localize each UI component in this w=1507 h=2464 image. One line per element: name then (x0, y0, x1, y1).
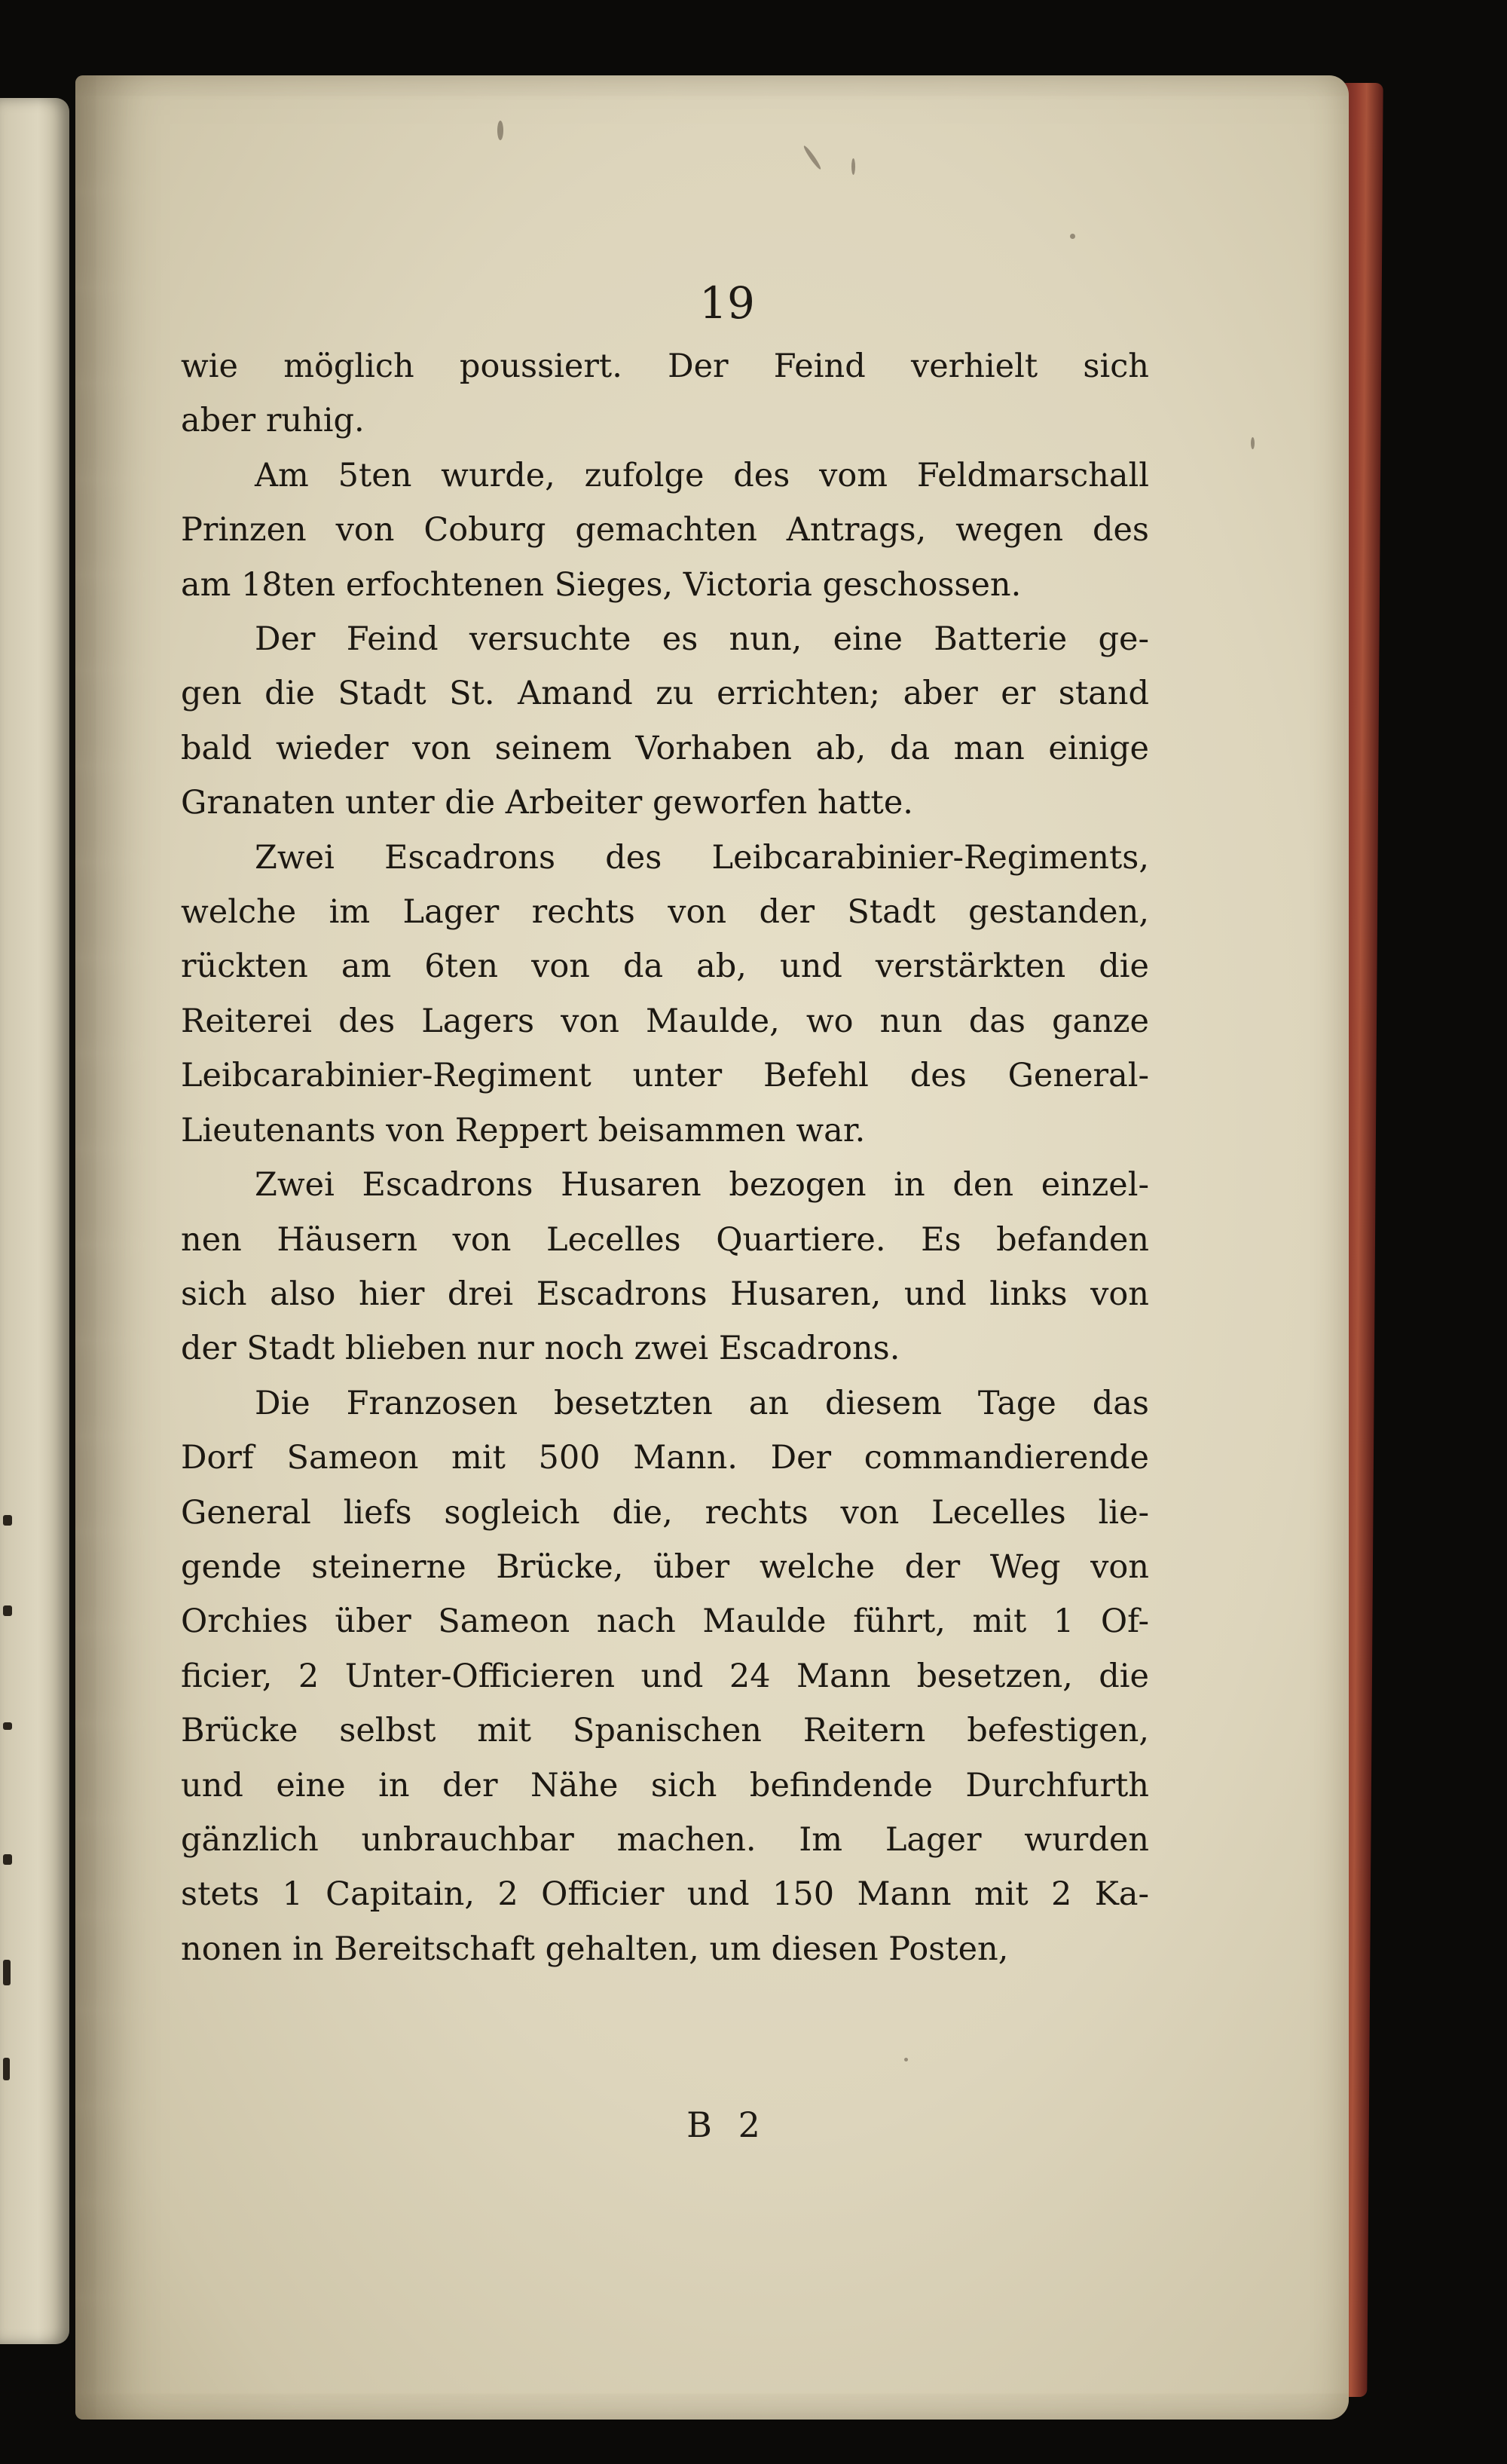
text-line: Dorf Sameon mit 500 Mann. Der commandierende (181, 1439, 1149, 1477)
text-line: am 18ten erfochtenen Sieges, Victoria geschossen. (181, 565, 1022, 604)
text-line: Reiterei des Lagers von Maulde, wo nun das ganze (181, 1002, 1149, 1040)
text-line: Prinzen von Coburg gemachten Antrags, wegen des (181, 511, 1149, 549)
paragraph (181, 448, 1149, 612)
page-number: 19 (699, 277, 755, 329)
text-line: aber ruhig. (181, 402, 365, 440)
text-line: sich also hier drei Escadrons Husaren, und links von (181, 1275, 1149, 1313)
text-line: Der Feind versuchte es nun, eine Batterie ge- (255, 620, 1149, 659)
text-line: Granaten unter die Arbeiter geworfen hatte. (181, 784, 913, 822)
text-line: Am 5ten wurde, zufolge des vom Feldmarschall (255, 456, 1149, 494)
text-line: Lieutenants von Reppert beisammen war. (181, 1111, 866, 1149)
paragraph (181, 831, 1149, 1158)
text-line: nonen in Bereitschaft gehalten, um diesen Posten, (181, 1930, 1009, 1968)
text-line: Orchies über Sameon nach Maulde führt, mit 1 Of- (181, 1602, 1149, 1641)
paragraph (181, 339, 1149, 448)
text-line: gen die Stadt St. Amand zu errichten; aber er stand (181, 675, 1149, 713)
signature-mark: B 2 (686, 2104, 768, 2145)
paragraph (181, 1376, 1149, 1976)
text-line: Leibcarabinier-Regiment unter Befehl des General- (181, 1057, 1149, 1095)
book-page (75, 75, 1349, 2420)
paragraph (181, 1158, 1149, 1376)
text-line: nen Häusern von Lecelles Quartiere. Es befanden (181, 1220, 1149, 1259)
paragraph (181, 612, 1149, 831)
text-line: und eine in der Nähe sich befindende Durchfurth (181, 1766, 1149, 1804)
text-line: Zwei Escadrons Husaren bezogen in den einzel- (255, 1166, 1149, 1204)
facing-page-edge (0, 98, 69, 2344)
paper-speck (904, 2058, 908, 2061)
paper-speck (497, 121, 503, 140)
paper-speck (802, 145, 823, 171)
paper-speck (1251, 437, 1255, 449)
text-line: bald wieder von seinem Vorhaben ab, da man einige (181, 729, 1149, 767)
text-line: gende steinerne Brücke, über welche der Weg von (181, 1547, 1149, 1586)
text-line: Brücke selbst mit Spanischen Reitern befestigen, (181, 1712, 1149, 1750)
text-line: wie möglich poussiert. Der Feind verhielt sich (181, 347, 1149, 385)
text-line: der Stadt blieben nur noch zwei Escadrons. (181, 1330, 900, 1368)
text-line: rückten am 6ten von da ab, und verstärkten die (181, 947, 1149, 986)
text-line: General liefs sogleich die, rechts von Lecelles lie- (181, 1493, 1149, 1532)
text-line: ficier, 2 Unter-Officieren und 24 Mann besetzen, die (181, 1657, 1149, 1695)
text-line: welche im Lager rechts von der Stadt gestanden, (181, 893, 1149, 932)
body-text (181, 339, 1149, 1976)
paper-speck (851, 158, 855, 175)
text-line: gänzlich unbrauchbar machen. Im Lager wurden (181, 1820, 1149, 1859)
paper-speck (1070, 234, 1075, 239)
text-line: Die Franzosen besetzten an diesem Tage das (255, 1384, 1149, 1422)
text-line: Zwei Escadrons des Leibcarabinier-Regiments, (255, 838, 1149, 877)
text-line: stets 1 Capitain, 2 Officier und 150 Mann mit 2 Ka- (181, 1875, 1149, 1914)
